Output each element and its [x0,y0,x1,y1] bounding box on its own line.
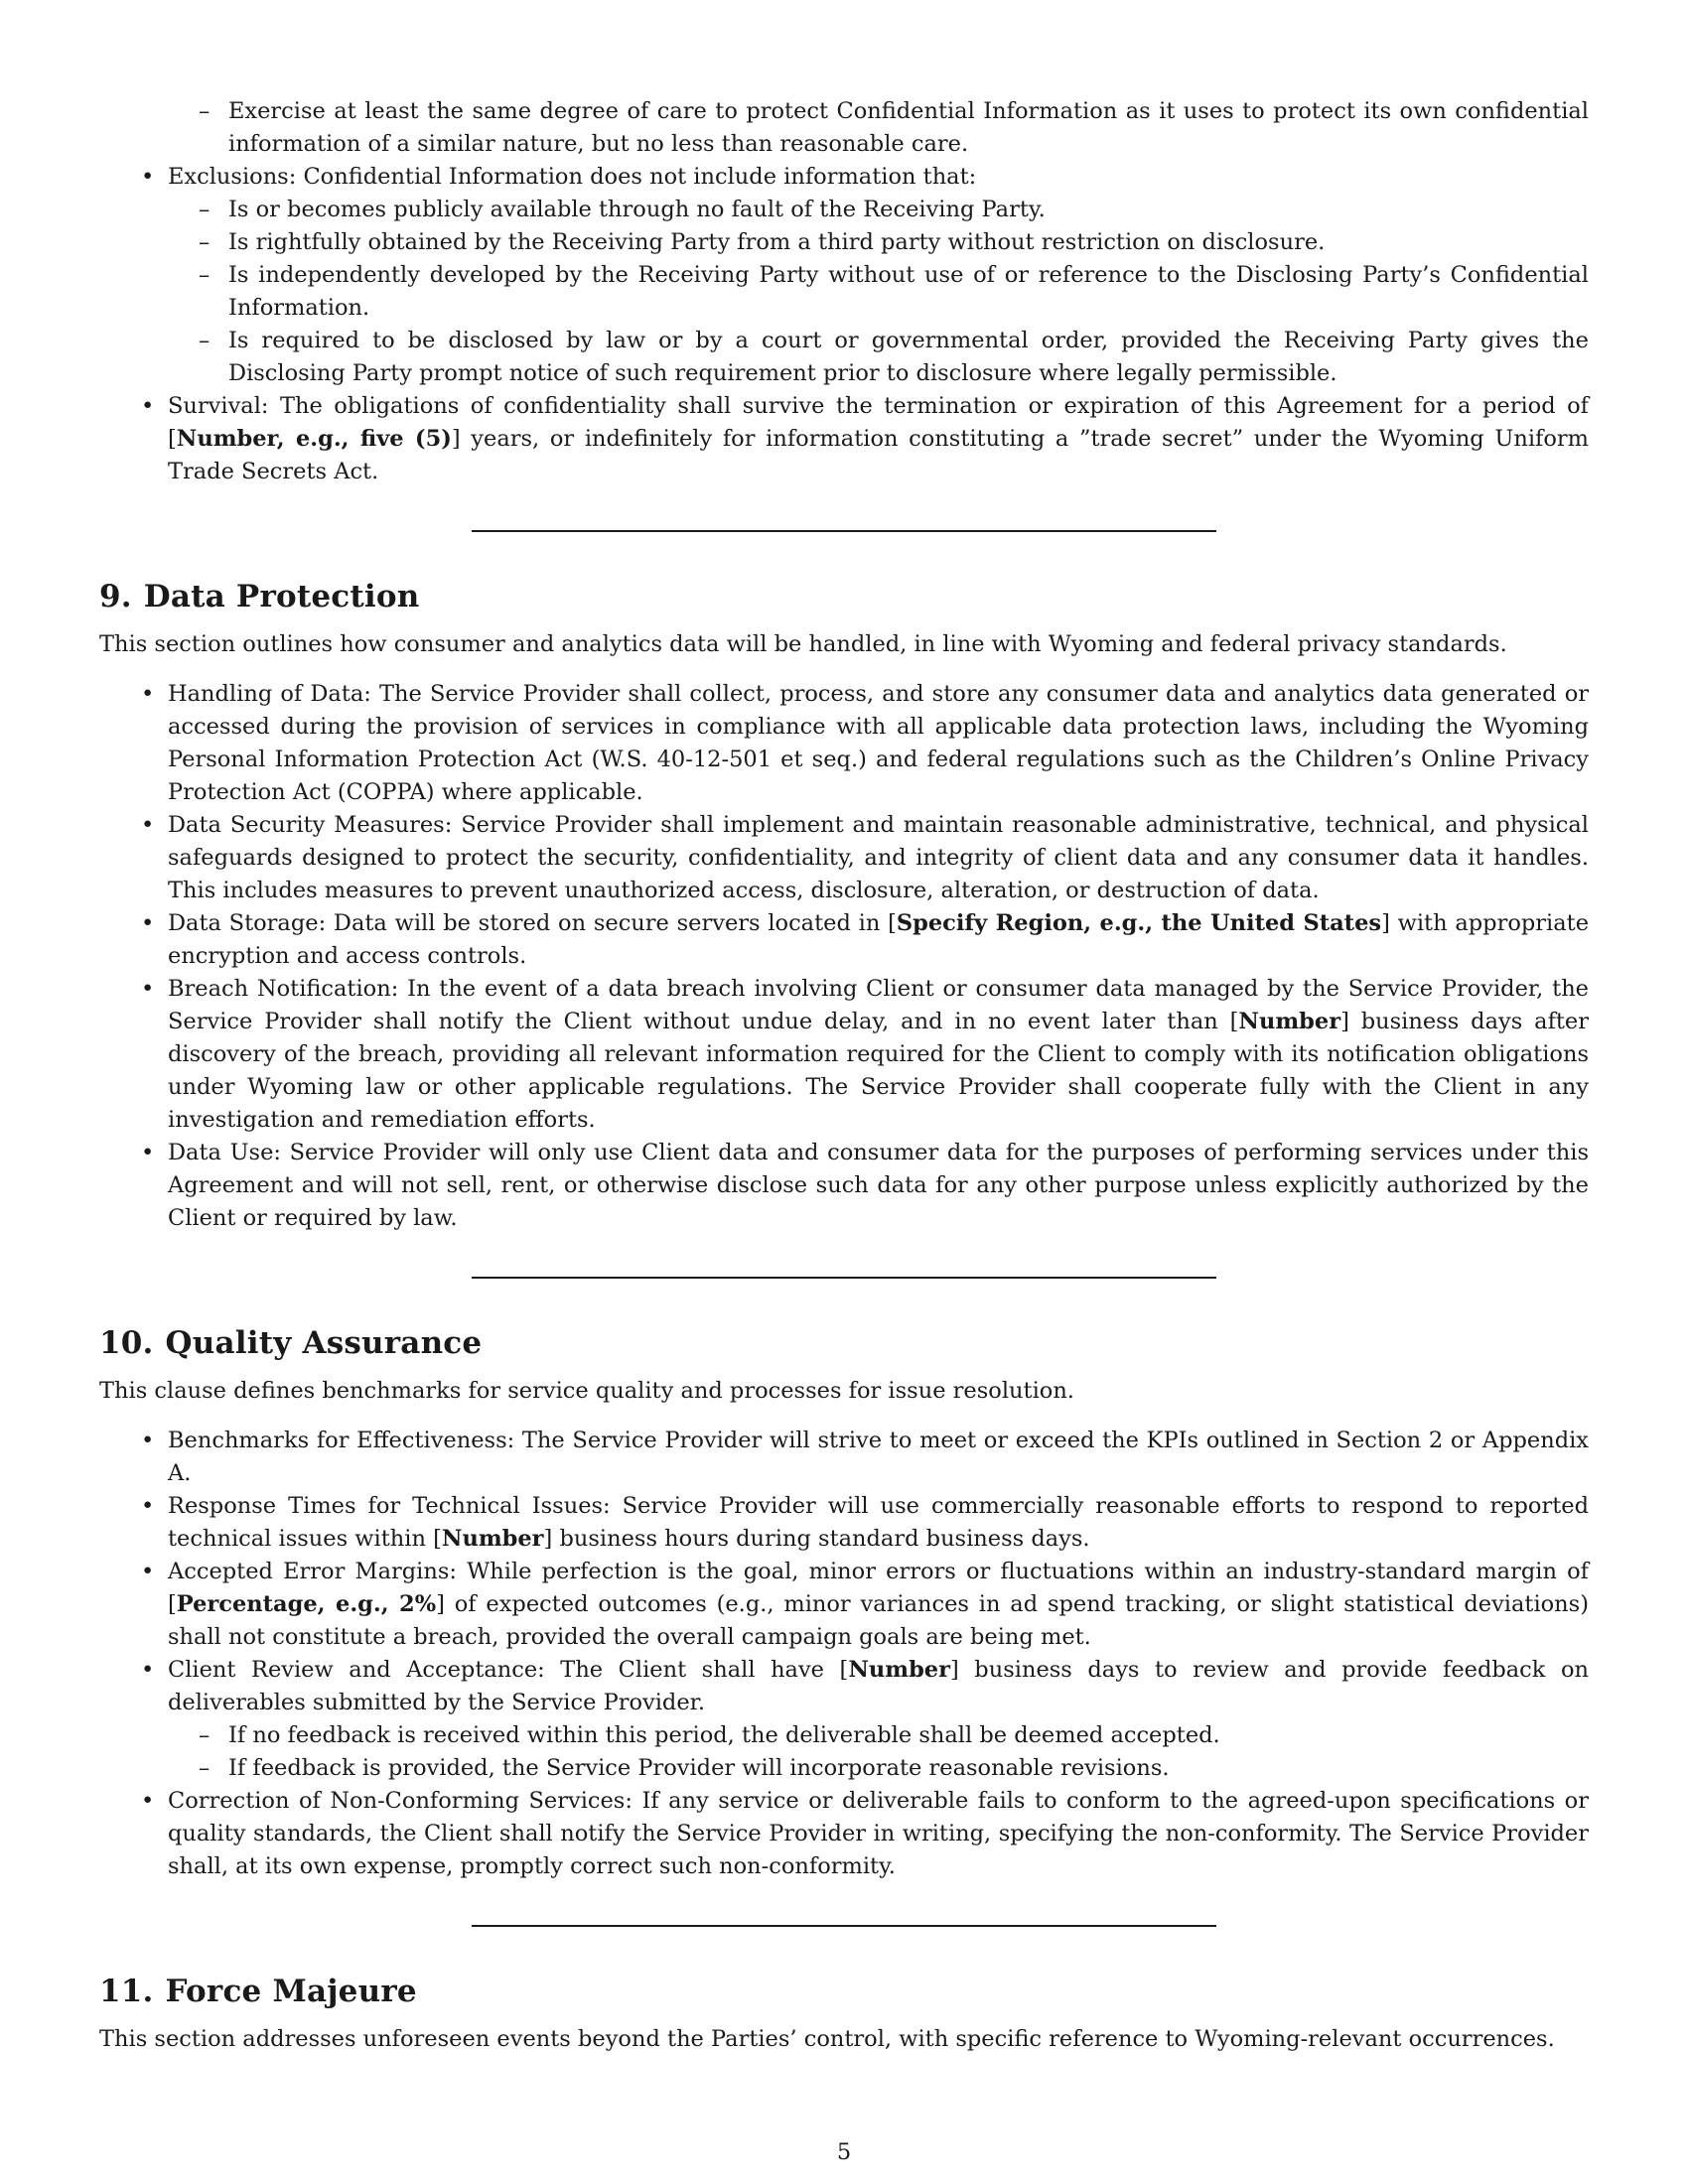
list-item [141,1556,1590,1654]
list-item [141,390,1589,488]
section-number: 10. [99,1325,154,1361]
bullet-marker: • [141,1788,155,1814]
section-number: 9. [99,579,132,614]
error-text-pre: Accepted Error Margins: While perfection is the goal, minor errors or fluctuations within an industry-standard margin of [ [168,1559,1589,1617]
review-sub-text: If feedback is provided, the Service Provider will incorporate reasonable revisions. [228,1755,1170,1781]
response-placeholder: Number [441,1526,544,1552]
list-item [141,1654,1589,1719]
dash-marker: – [199,262,211,288]
section-intro: This section addresses unforeseen events beyond the Parties’ control, with specific reference to Wyoming-relevant occurrences. [99,2026,1555,2052]
list-item [199,194,1589,226]
correction-text: Correction of Non-Conforming Services: If any service or deliverable fails to conform to the agreed-upon specifications or quality standards, the Client shall notify the Service Provider in writing, specifying the non-conformity. The Service Provider shall, at its own expense, promptly correct such non-conformity. [168,1788,1589,1879]
page-number: 5 [836,2139,852,2165]
exclusions-label: Exclusions: Confidential Information does not include information that: [168,164,977,190]
list-item [199,259,1589,325]
dash-marker: – [199,197,211,222]
bullet-marker: • [141,393,155,419]
review-sub-text: If no feedback is received within this period, the deliverable shall be deemed accepted. [228,1722,1220,1748]
survival-text-post: ] years, or indefinitely for information constituting a ”trade secret” under the Wyoming Uniform Trade Secrets Act. [168,426,1589,484]
error-placeholder: Percentage, e.g., 2% [176,1591,437,1617]
list-item [141,1137,1589,1235]
data-protection-list [99,678,1589,1235]
dash-marker: – [199,328,211,353]
section-heading-data-protection [99,577,1589,616]
list-item [141,1490,1589,1556]
list-item [141,678,1589,809]
bullet-marker: • [141,1428,155,1453]
bullet-marker: • [141,681,155,707]
section-divider [472,1277,1216,1279]
list-item [199,226,1589,259]
exclusion-text: Is independently developed by the Receiving Party without use of or reference to the Disclosing Party’s Confidential Information. [228,262,1589,321]
section-heading-quality-assurance [99,1323,1589,1363]
exclusion-text: Is required to be disclosed by law or by a court or governmental order, provided the Receiving Party gives the Disclosing Party prompt notice of such requirement prior to disclosure where legally permissible. [228,328,1589,386]
section-divider [472,1925,1216,1927]
section-title: Quality Assurance [165,1325,483,1361]
exclusion-text: Is or becomes publicly available through no fault of the Receiving Party. [228,197,1046,222]
list-item [199,95,1589,161]
error-text-post: ] of expected outcomes (e.g., minor variances in ad spend tracking, or slight statistical deviations) shall not constitute a breach, provided the overall campaign goals are being met. [168,1591,1590,1650]
list-item [141,1425,1589,1490]
response-text-post: ] business hours during standard business days. [543,1526,1090,1552]
section-heading-force-majeure [99,1972,1589,2011]
dash-marker: – [199,1722,211,1748]
section-number: 11. [99,1974,154,2009]
list-item [199,1752,1589,1785]
dash-marker: – [199,229,211,255]
bullet-marker: • [141,1559,155,1584]
list-item [141,809,1589,907]
section-title: Data Protection [143,579,420,614]
list-item [141,973,1590,1137]
confidentiality-list [99,95,1589,488]
dash-marker: – [199,1755,211,1781]
bullet-marker: • [141,1140,155,1165]
list-item [199,325,1589,390]
review-placeholder: Number [848,1657,950,1683]
bullet-marker: • [141,812,155,838]
bullet-marker: • [141,164,155,190]
security-text: Data Security Measures: Service Provider shall implement and maintain reasonable administrative, technical, and physical safeguards designed to protect the security, confidentiality, and integrity of client data and any consumer data it handles. This includes measures to prevent unauthorized access, disclosure, alteration, or destruction of data. [168,812,1589,903]
benchmarks-text: Benchmarks for Effectiveness: The Service Provider will strive to meet or exceed the KPIs outlined in Section 2 or Appendix A. [168,1428,1589,1486]
response-text-pre: Response Times for Technical Issues: Service Provider will use commercially reasonable efforts to respond to reported technical issues within [ [168,1493,1589,1552]
bullet-marker: • [141,910,155,936]
bullet-marker: • [141,1493,155,1519]
data-use-text: Data Use: Service Provider will only use Client data and consumer data for the purposes of performing services under this Agreement and will not sell, rent, or otherwise disclose such data for any other purpose unless explicitly authorized by the Client or required by law. [168,1140,1589,1231]
breach-placeholder: Number [1238,1009,1341,1034]
dash-marker: – [199,98,211,124]
review-text-post: ] business days to review and provide feedback on deliverables submitted by the Service Provider. [168,1657,1589,1715]
document-page [99,95,1589,2056]
list-item [141,1785,1589,1883]
breach-text-post: ] business days after discovery of the breach, providing all relevant information required for the Client to comply with its notification obligations under Wyoming law or other applicable regulations. The Service Provider shall cooperate fully with the Client in any investigation and remediation efforts. [168,1009,1590,1133]
review-text-pre: Client Review and Acceptance: The Client shall have [ [168,1657,849,1683]
survival-placeholder: Number, e.g., five (5) [176,426,452,452]
survival-text-pre: Survival: The obligations of confidentiality shall survive the termination or expiration of this Agreement for a period of [ [168,393,1589,452]
list-item [199,1719,1589,1752]
handling-text: Handling of Data: The Service Provider shall collect, process, and store any consumer data and analytics data generated or accessed during the provision of services in compliance with all applicable data protection laws, including the Wyoming Personal Information Protection Act (W.S. 40-12-501 et seq.) and federal regulations such as the Children’s Online Privacy Protection Act (COPPA) where applicable. [168,681,1589,805]
storage-placeholder: Specify Region, e.g., the United States [896,910,1382,936]
care-obligation-text: Exercise at least the same degree of care to protect Confidential Information as it uses to protect its own confidential information of a similar nature, but no less than reasonable care. [228,98,1589,157]
bullet-marker: • [141,1657,155,1683]
exclusion-text: Is rightfully obtained by the Receiving Party from a third party without restriction on disclosure. [228,229,1326,255]
section-title: Force Majeure [165,1974,417,2009]
quality-assurance-list [99,1425,1589,1883]
section-divider [472,530,1216,532]
storage-text-pre: Data Storage: Data will be stored on secure servers located in [ [168,910,897,936]
list-item [141,907,1590,973]
section-intro: This section outlines how consumer and analytics data will be handled, in line with Wyoming and federal privacy standards. [99,631,1507,657]
breach-text-pre: Breach Notification: In the event of a data breach involving Client or consumer data managed by the Service Provider, the Service Provider shall notify the Client without undue delay, and in no event later than [ [168,976,1589,1034]
bullet-marker: • [141,976,155,1002]
section-intro: This clause defines benchmarks for service quality and processes for issue resolution. [99,1378,1074,1404]
list-item [141,161,1589,194]
storage-text-post: ] with appropriate encryption and access controls. [168,910,1590,969]
